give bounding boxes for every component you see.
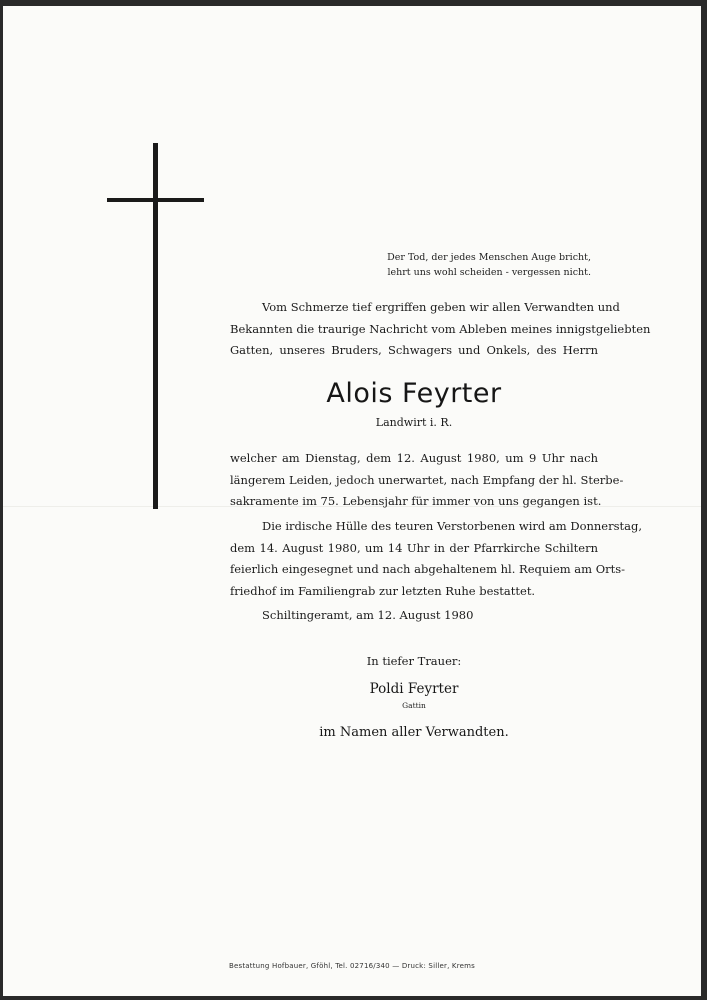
funeral-line: dem 14. August 1980, um 14 Uhr in der Pfarrkirche Schiltern [230,540,598,555]
funeral-line: Die irdische Hülle des teuren Verstorbenen wird am Donnerstag, [262,519,643,533]
deceased-name: Alois Feyrter [326,378,502,409]
obituary-sheet [3,6,701,996]
widow-name: Poldi Feyrter [369,681,459,697]
motto-line: lehrt uns wohl scheiden - vergessen nicht. [387,267,591,278]
motto [331,250,591,280]
death-notice-paragraph [230,448,624,513]
intro-line: Vom Schmerze tief ergriffen geben wir allen Verwandten und [262,300,620,314]
death-notice-line: längerem Leiden, jedoch unerwartet, nach Empfang der hl. Sterbe- [230,472,624,487]
widow-relation: Gattin [402,701,426,710]
cross-horizontal-bar [107,198,204,202]
intro-line: Gatten, unseres Bruders, Schwagers und Onkels, des Herrn [230,343,598,357]
death-notice-line: welcher am Dienstag, dem 12. August 1980, um 9 Uhr nach [230,451,598,465]
intro-paragraph [230,297,651,362]
funeral-paragraph [230,516,643,602]
deceased-title: Landwirt i. R. [375,416,453,429]
funeral-line: feierlich eingesegnet und nach abgehaltenem hl. Requiem am Orts- [230,562,626,576]
mourning-heading: In tiefer Trauer: [366,654,462,668]
death-notice-line: sakramente im 75. Lebensjahr für immer von uns gegangen ist. [230,494,602,508]
place-date: Schiltingeramt, am 12. August 1980 [262,608,474,622]
relatives-line: im Namen aller Verwandten. [319,725,509,740]
intro-line: Bekannten die traurige Nachricht vom Ableben meines innigstgeliebten [230,321,651,336]
funeral-line: friedhof im Familiengrab zur letzten Ruhe bestattet. [230,583,536,598]
motto-line: Der Tod, der jedes Menschen Auge bricht, [387,252,591,263]
printer-footer: Bestattung Hofbauer, Gföhl, Tel. 02716/340 — Druck: Siller, Krems [228,962,476,970]
